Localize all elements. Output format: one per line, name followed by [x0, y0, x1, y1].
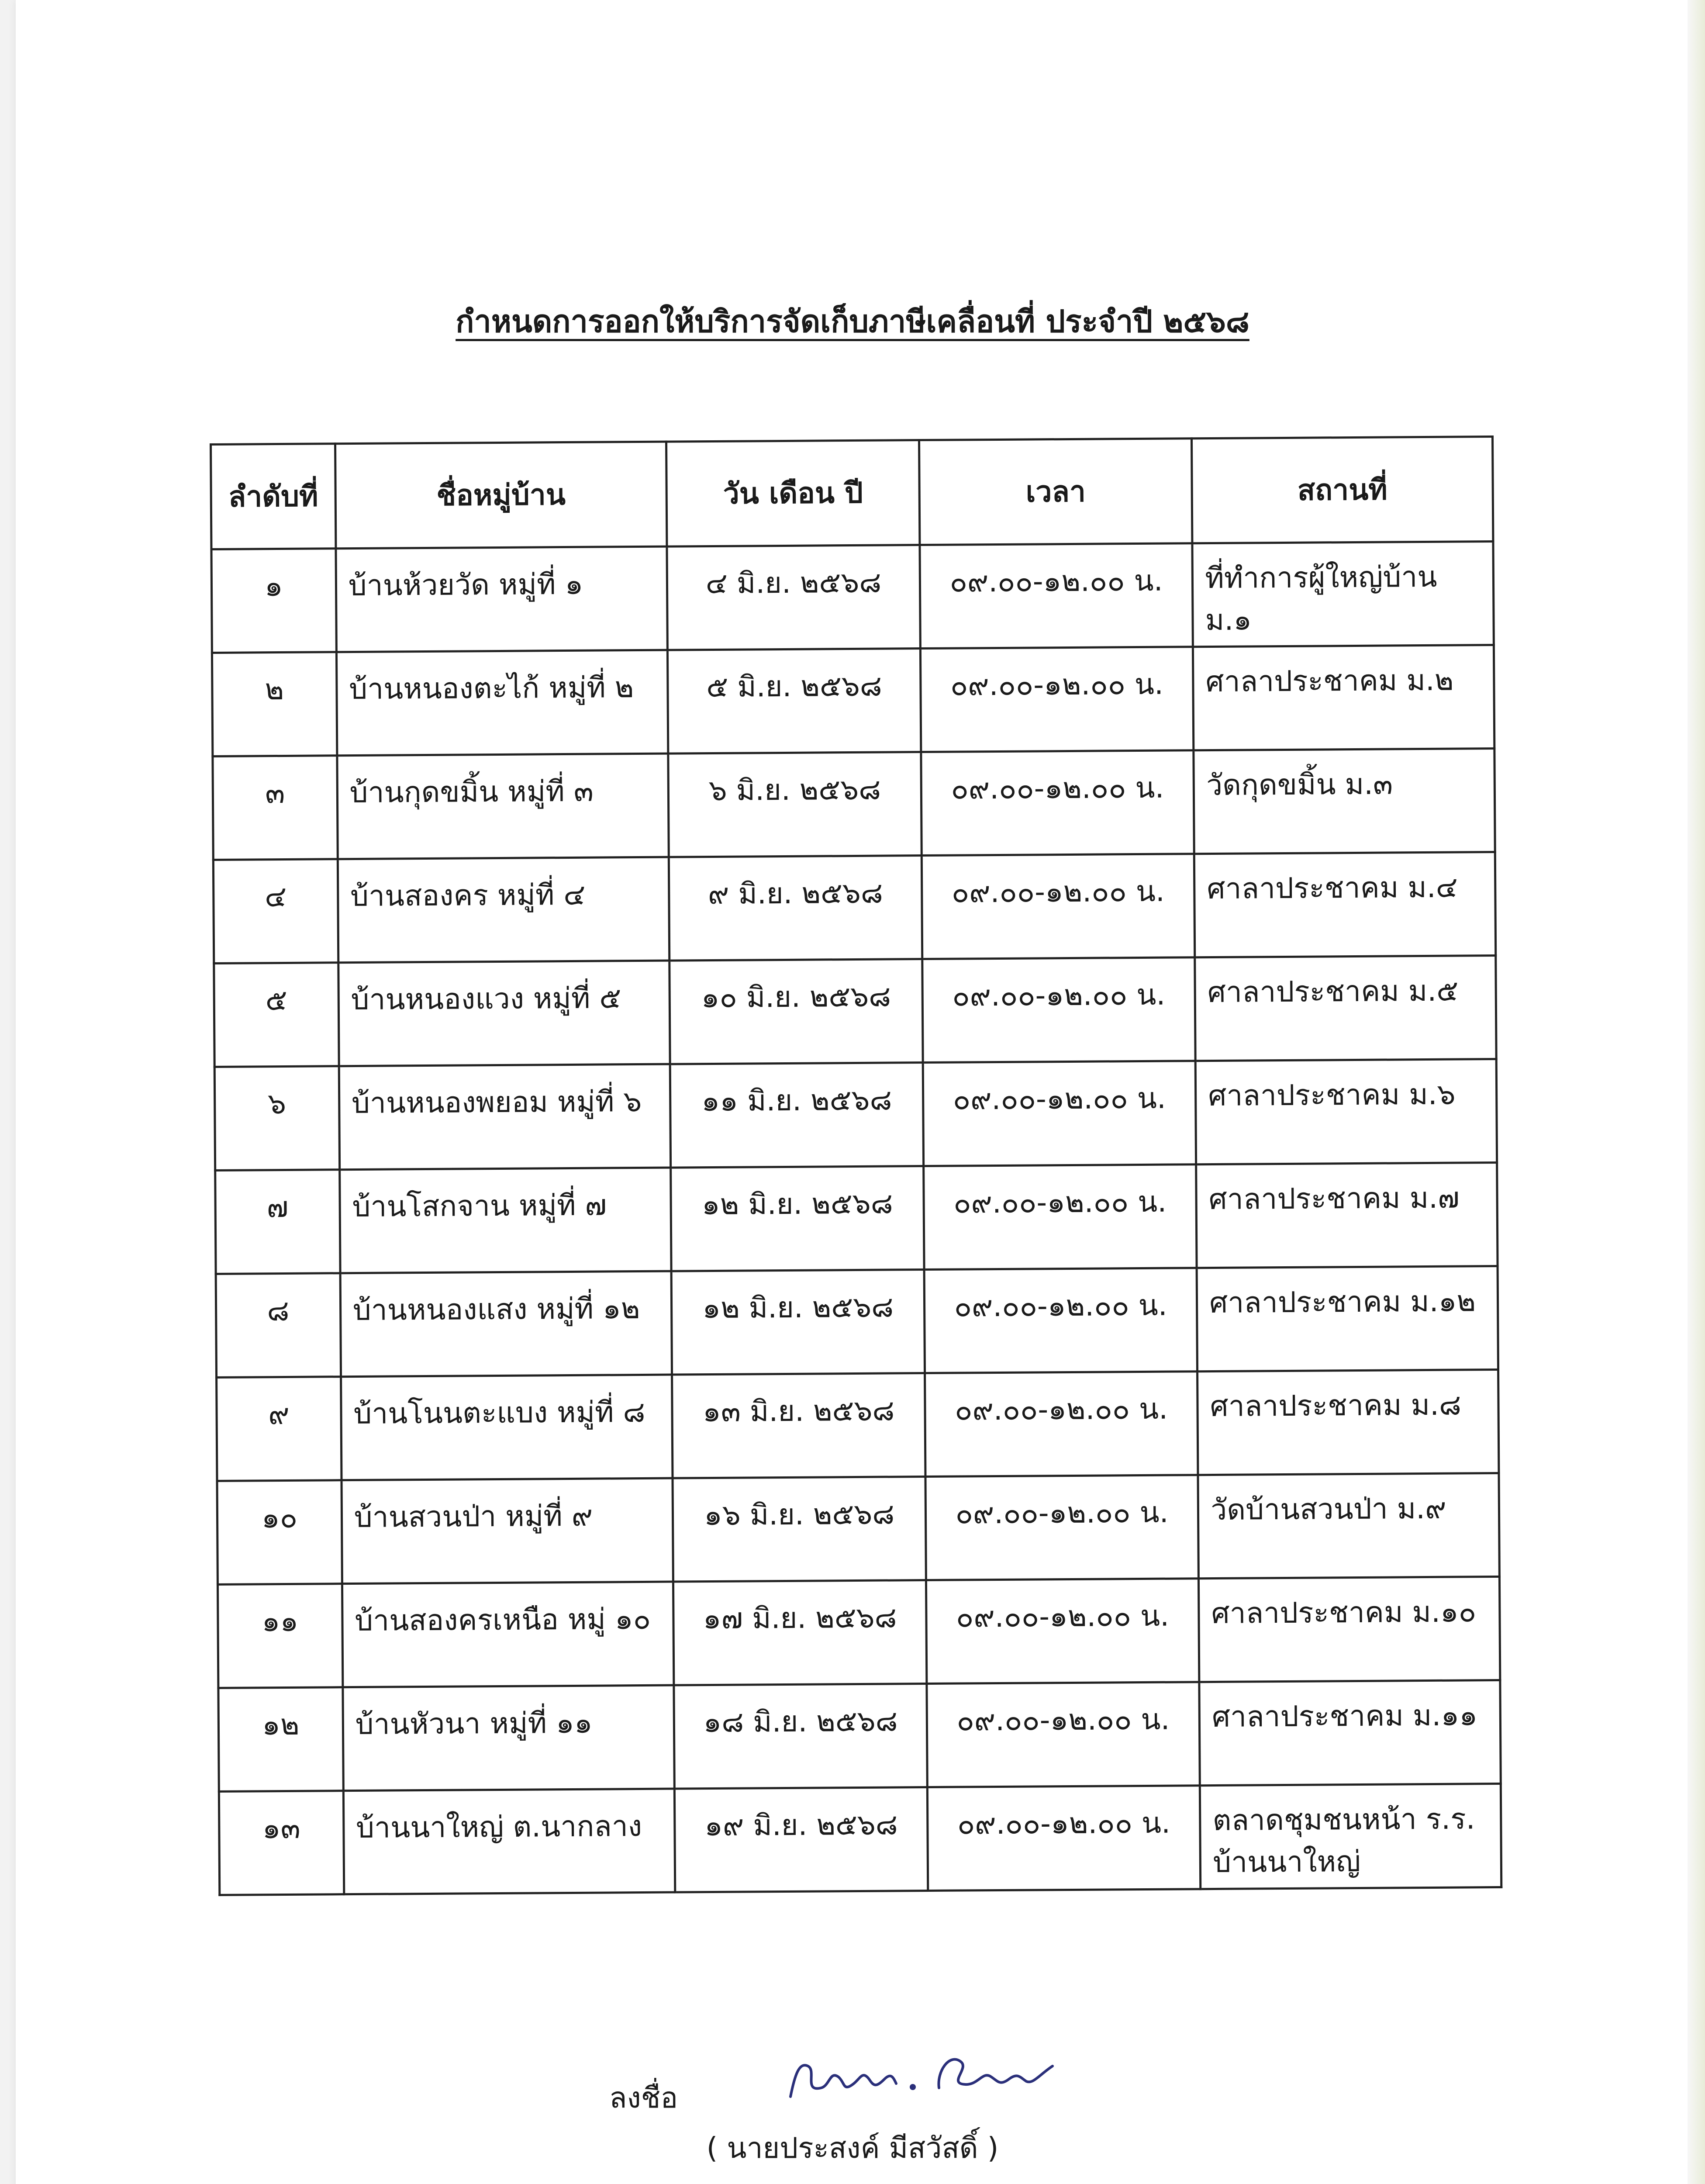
table-header-row — [211, 437, 1493, 549]
header-order: ลำดับที่ — [211, 444, 336, 549]
table-row — [213, 852, 1495, 964]
table-row — [214, 956, 1496, 1067]
cell-time: ๐๙.๐๐-๑๒.๐๐ น. — [927, 1786, 1201, 1891]
handwritten-signature — [782, 2035, 1061, 2110]
cell-order: ๕ — [214, 963, 339, 1067]
cell-date: ๖ มิ.ย. ๒๕๖๘ — [668, 752, 922, 857]
header-date: วัน เดือน ปี — [666, 440, 920, 547]
cell-place: ศาลาประชาคม ม.๗ — [1196, 1163, 1498, 1268]
cell-order: ๖ — [214, 1066, 339, 1171]
cell-date: ๑๑ มิ.ย. ๒๕๖๘ — [670, 1063, 923, 1168]
cell-order: ๘ — [216, 1273, 341, 1378]
cell-village: บ้านนาใหญ่ ต.นากลาง — [343, 1789, 675, 1894]
cell-village: บ้านหัวนา หมู่ที่ ๑๑ — [343, 1685, 675, 1791]
table-row — [219, 1783, 1501, 1895]
document-title-text: กำหนดการออกให้บริการจัดเก็บภาษีเคลื่อนที่ ประจำปี ๒๕๖๘ — [456, 304, 1249, 339]
cell-place: ศาลาประชาคม ม.๔ — [1194, 852, 1496, 957]
cell-date: ๑๘ มิ.ย. ๒๕๖๘ — [674, 1684, 927, 1789]
cell-place: ศาลาประชาคม ม.๒ — [1193, 645, 1494, 750]
table-row — [214, 1059, 1497, 1171]
cell-date: ๑๒ มิ.ย. ๒๕๖๘ — [671, 1270, 925, 1375]
cell-place: วัดบ้านสวนป่า ม.๙ — [1198, 1473, 1499, 1579]
schedule-table — [210, 435, 1502, 1896]
cell-date: ๑๓ มิ.ย. ๒๕๖๘ — [672, 1373, 925, 1479]
cell-time: ๐๙.๐๐-๑๒.๐๐ น. — [922, 957, 1196, 1063]
cell-date: ๑๗ มิ.ย. ๒๕๖๘ — [673, 1580, 927, 1686]
table-row — [217, 1473, 1499, 1585]
table-row — [217, 1370, 1499, 1481]
cell-village: บ้านหนองแสง หมู่ที่ ๑๒ — [340, 1271, 672, 1377]
cell-time: ๐๙.๐๐-๑๒.๐๐ น. — [927, 1682, 1200, 1787]
cell-village: บ้านสวนป่า หมู่ที่ ๙ — [342, 1478, 673, 1584]
table-row — [212, 645, 1494, 757]
cell-date: ๔ มิ.ย. ๒๕๖๘ — [667, 545, 920, 650]
cell-place: ศาลาประชาคม ม.๑๒ — [1197, 1266, 1498, 1372]
cell-order: ๔ — [213, 859, 338, 964]
header-time: เวลา — [919, 439, 1192, 545]
cell-village: บ้านหนองตะไก้ หมู่ที่ ๒ — [336, 650, 668, 756]
signer-position — [0, 2177, 1705, 2184]
cell-time: ๐๙.๐๐-๑๒.๐๐ น. — [922, 854, 1195, 959]
cell-place: ศาลาประชาคม ม.๑๑ — [1199, 1680, 1501, 1786]
cell-place: ศาลาประชาคม ม.๑๐ — [1199, 1577, 1500, 1682]
cell-order: ๑๐ — [217, 1480, 342, 1585]
cell-place: วัดกุดขมิ้น ม.๓ — [1194, 749, 1495, 854]
cell-village: บ้านสองคร หมู่ที่ ๔ — [338, 857, 670, 963]
table-row — [215, 1163, 1498, 1274]
cell-date: ๑๒ มิ.ย. ๒๕๖๘ — [671, 1166, 924, 1272]
cell-place: ที่ทำการผู้ใหญ่บ้าน ม.๑ — [1192, 542, 1494, 647]
cell-village: บ้านสองครเหนือ หมู่ ๑๐ — [342, 1582, 674, 1687]
cell-order: ๑ — [211, 549, 336, 653]
cell-order: ๙ — [217, 1377, 342, 1481]
document-title — [0, 297, 1705, 346]
cell-date: ๙ มิ.ย. ๒๕๖๘ — [669, 856, 922, 961]
cell-place: ศาลาประชาคม ม.๕ — [1195, 956, 1496, 1061]
cell-date: ๑๖ มิ.ย. ๒๕๖๘ — [673, 1477, 926, 1582]
cell-village: บ้านโนนตะแบง หมู่ที่ ๘ — [341, 1375, 673, 1480]
cell-order: ๓ — [213, 756, 338, 860]
cell-time: ๐๙.๐๐-๑๒.๐๐ น. — [926, 1579, 1199, 1684]
table-row — [211, 542, 1494, 653]
cell-order: ๗ — [215, 1170, 340, 1274]
cell-date: ๑๙ มิ.ย. ๒๕๖๘ — [675, 1787, 928, 1893]
cell-village: บ้านกุดขมิ้น หมู่ที่ ๓ — [337, 753, 669, 859]
table-row — [216, 1266, 1498, 1378]
cell-village: บ้านหนองแวง หมู่ที่ ๕ — [338, 961, 670, 1066]
cell-place: ศาลาประชาคม ม.๘ — [1198, 1370, 1499, 1475]
table-row — [213, 749, 1495, 860]
header-place: สถานที่ — [1192, 437, 1493, 543]
cell-date: ๕ มิ.ย. ๒๕๖๘ — [668, 649, 921, 754]
cell-place: ตลาดชุมชนหน้า ร.ร. บ้านนาใหญ่ — [1200, 1783, 1501, 1889]
cell-date: ๑๐ มิ.ย. ๒๕๖๘ — [670, 959, 923, 1064]
table-body — [211, 542, 1501, 1895]
cell-time: ๐๙.๐๐-๑๒.๐๐ น. — [920, 647, 1194, 752]
cell-order: ๒ — [212, 652, 337, 757]
cell-time: ๐๙.๐๐-๑๒.๐๐ น. — [920, 543, 1193, 649]
signer-name: ( นายประสงค์ มีสวัสดิ์ ) — [706, 2131, 999, 2165]
header-village: ชื่อหมู่บ้าน — [335, 442, 667, 549]
cell-time: ๐๙.๐๐-๑๒.๐๐ น. — [925, 1372, 1198, 1477]
cell-time: ๐๙.๐๐-๑๒.๐๐ น. — [921, 750, 1194, 856]
cell-village: บ้านโสกจาน หมู่ที่ ๗ — [339, 1168, 671, 1273]
cell-order: ๑๓ — [219, 1791, 344, 1895]
cell-time: ๐๙.๐๐-๑๒.๐๐ น. — [923, 1061, 1196, 1166]
cell-village: บ้านห้วยวัด หมู่ที่ ๑ — [336, 546, 668, 652]
signature-block — [0, 2031, 1705, 2184]
signature-label: ลงชื่อ — [609, 2081, 678, 2115]
cell-order: ๑๒ — [218, 1687, 343, 1792]
cell-time: ๐๙.๐๐-๑๒.๐๐ น. — [925, 1475, 1199, 1580]
cell-time: ๐๙.๐๐-๑๒.๐๐ น. — [924, 1268, 1198, 1373]
table-row — [217, 1577, 1500, 1688]
cell-order: ๑๑ — [217, 1584, 342, 1688]
cell-place: ศาลาประชาคม ม.๖ — [1195, 1059, 1497, 1165]
cell-time: ๐๙.๐๐-๑๒.๐๐ น. — [924, 1165, 1197, 1270]
table-row — [218, 1680, 1501, 1792]
cell-village: บ้านหนองพยอม หมู่ที่ ๖ — [339, 1064, 671, 1170]
